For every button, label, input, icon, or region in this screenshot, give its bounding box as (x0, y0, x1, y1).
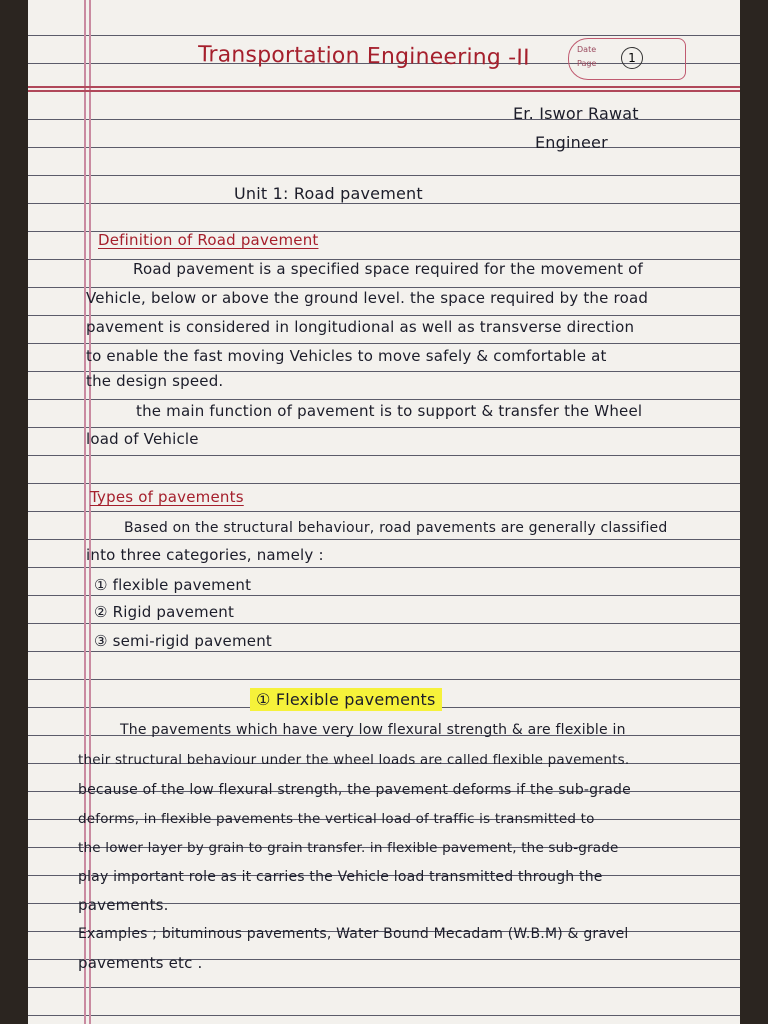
definition-line: pavement is considered in longitudional as well as transverse direction (86, 318, 635, 336)
page-title: Transportation Engineering -II (197, 42, 530, 71)
definition-line: load of Vehicle (86, 430, 199, 448)
author-name: Er. Iswor Rawat (513, 104, 639, 123)
author-role: Engineer (535, 133, 608, 152)
flexible-line: deforms, in flexible pavements the vertical load of traffic is transmitted to (78, 811, 595, 827)
types-list-item: ③ semi-rigid pavement (94, 632, 273, 650)
definition-line: Road pavement is a specified space required for the movement of (133, 260, 643, 278)
definition-line: Vehicle, below or above the ground level. the space required by the road (86, 289, 649, 307)
flexible-line: their structural behaviour under the wheel loads are called flexible pavements. (78, 752, 630, 768)
types-list-item: ① flexible pavement (94, 576, 252, 594)
date-page-box (568, 38, 686, 80)
unit-heading: Unit 1: Road pavement (234, 184, 423, 203)
flexible-line: The pavements which have very low flexural strength & are flexible in (120, 722, 626, 738)
page-number: 1 (621, 47, 643, 69)
header-rule (28, 86, 740, 88)
definition-line: the design speed. (86, 372, 224, 390)
definition-line: to enable the fast moving Vehicles to move safely & comfortable at (86, 347, 607, 365)
page-label: Page (577, 59, 597, 68)
definition-heading: Definition of Road pavement (98, 231, 319, 249)
flexible-line: because of the low flexural strength, the pavement deforms if the sub-grade (78, 782, 631, 798)
types-intro-line: Based on the structural behaviour, road pavements are generally classified (124, 520, 668, 536)
date-label: Date (577, 45, 597, 54)
flexible-line: pavements etc . (78, 954, 203, 972)
flexible-line: Examples ; bituminous pavements, Water Bound Mecadam (W.B.M) & gravel (78, 926, 629, 942)
definition-line: the main function of pavement is to support & transfer the Wheel (136, 402, 643, 420)
flexible-line: the lower layer by grain to grain transfer. in flexible pavement, the sub-grade (78, 840, 619, 856)
types-intro-line: into three categories, namely : (86, 546, 324, 564)
types-heading: Types of pavements (90, 488, 244, 506)
flexible-heading: ① Flexible pavements (250, 690, 442, 709)
flexible-line: pavements. (78, 896, 169, 914)
flexible-line: play important role as it carries the Vehicle load transmitted through the (78, 869, 603, 885)
types-list-item: ② Rigid pavement (94, 603, 235, 621)
notebook-page (28, 0, 740, 1024)
header-rule (28, 90, 740, 92)
